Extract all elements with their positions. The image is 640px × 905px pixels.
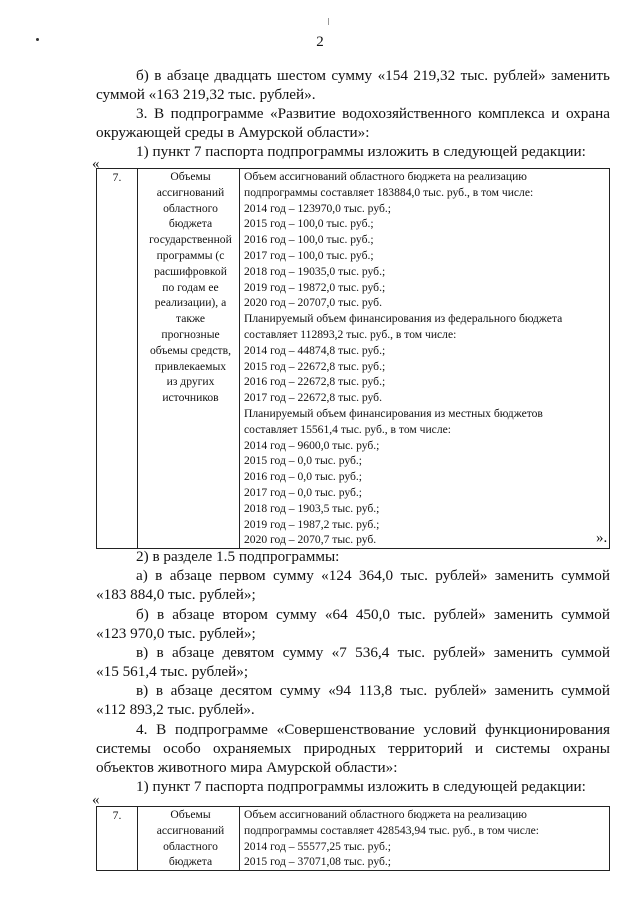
value-line: 2015 год – 37071,08 тыс. руб.; — [244, 855, 391, 869]
table-cell-number: 7. — [97, 169, 138, 549]
value-line: 2014 год – 55577,25 тыс. руб.; — [244, 839, 391, 853]
label-line: привлекаемых — [154, 359, 227, 373]
table-row — [97, 807, 610, 871]
value-line: 2017 год – 0,0 тыс. руб.; — [244, 485, 363, 499]
value-line: 2020 год – 2070,7 тыс. руб. — [244, 533, 377, 547]
label-line: Объемы — [170, 808, 211, 821]
label-line: областного — [163, 839, 218, 853]
label-line: бюджета — [168, 855, 213, 869]
value-line: 2016 год – 22672,8 тыс. руб.; — [244, 375, 386, 389]
paragraph-3-line1: 3. В подпрограмме «Развитие водохозяйственного комплекса и охрана — [136, 105, 610, 122]
label-line: ассигнований — [156, 185, 225, 199]
close-quote: ». — [596, 530, 608, 546]
paragraph-4-line2: системы особо охраняемых природных территорий и системы охраны — [96, 740, 610, 757]
value-line: 2016 год – 0,0 тыс. руб.; — [244, 470, 363, 484]
value-line: 2017 год – 22672,8 тыс. руб. — [244, 391, 382, 405]
label-line: источников — [162, 391, 219, 405]
paragraph-4-line3: объектов животного мира Амурской области»: — [96, 759, 398, 776]
label-line: программы (с — [156, 248, 225, 262]
value-line: 2018 год – 19035,0 тыс. руб.; — [244, 264, 386, 278]
value-line: Объем ассигнований областного бюджета на реализацию — [244, 808, 527, 821]
page-number: 2 — [316, 34, 324, 50]
label-line: государственной — [149, 233, 232, 247]
value-line: 2016 год – 100,0 тыс. руб.; — [244, 233, 374, 247]
paragraph-a-line1: а) в абзаце первом сумму «124 364,0 тыс. рублей» заменить суммой — [136, 567, 610, 584]
label-line: расшифровкой — [154, 264, 227, 278]
label-line: из других — [166, 375, 215, 389]
value-line: 2014 год – 123970,0 тыс. руб.; — [244, 201, 391, 215]
value-line: 2015 год – 0,0 тыс. руб.; — [244, 454, 363, 468]
paragraph-v2-line1: в) в абзаце десятом сумму «94 113,8 тыс. рублей» заменить суммой — [136, 682, 610, 699]
paragraph-v1-line2: «15 561,4 тыс. рублей»; — [96, 663, 249, 680]
label-line: объемы средств, — [150, 343, 231, 357]
value-line: Объем ассигнований областного бюджета на реализацию — [244, 170, 527, 183]
value-line: 2015 год – 100,0 тыс. руб.; — [244, 217, 374, 231]
table-row — [97, 169, 610, 549]
table-cell-label — [138, 169, 240, 549]
label-line: также — [176, 312, 205, 326]
label-line: реализации), а — [154, 296, 227, 310]
paragraph-4-1: 1) пункт 7 паспорта подпрограммы изложить в следующей редакции: — [136, 778, 586, 795]
table-cell-value — [240, 807, 610, 871]
label-line: ассигнований — [156, 823, 225, 837]
value-line: составляет 112893,2 тыс. руб., в том числе: — [244, 327, 457, 341]
label-line: областного — [163, 201, 218, 215]
paragraph-v2-line2: «112 893,2 тыс. рублей». — [96, 701, 255, 718]
table-cell-label — [138, 807, 240, 871]
label-line: бюджета — [168, 217, 213, 231]
value-line: 2017 год – 100,0 тыс. руб.; — [244, 248, 374, 262]
value-line: 2014 год – 9600,0 тыс. руб.; — [244, 438, 380, 452]
paragraph-6b-line1: б) в абзаце двадцать шестом сумму «154 219,32 тыс. рублей» заменить — [136, 67, 610, 84]
label-line: прогнозные — [161, 327, 220, 341]
scan-mark — [328, 18, 329, 25]
value-line: подпрограммы составляет 428543,94 тыс. руб., в том числе: — [244, 823, 539, 837]
paragraph-6b-line2: суммой «163 219,32 тыс. рублей». — [96, 86, 316, 103]
paragraph-2: 2) в разделе 1.5 подпрограммы: — [136, 548, 340, 565]
value-line: 2018 год – 1903,5 тыс. руб.; — [244, 501, 380, 515]
value-line: Планируемый объем финансирования из местных бюджетов — [244, 406, 543, 420]
passport-table-2 — [96, 806, 610, 871]
label-line: по годам ее — [162, 280, 219, 294]
paragraph-a-line2: «183 884,0 тыс. рублей»; — [96, 586, 256, 603]
value-line: 2014 год – 44874,8 тыс. руб.; — [244, 343, 386, 357]
table-cell-number: 7. — [97, 807, 138, 871]
paragraph-3-1: 1) пункт 7 паспорта подпрограммы изложить в следующей редакции: — [136, 143, 586, 160]
label-line: Объемы — [170, 170, 211, 183]
passport-table-1 — [96, 168, 610, 549]
value-line: 2015 год – 22672,8 тыс. руб.; — [244, 359, 386, 373]
paragraph-v1-line1: в) в абзаце девятом сумму «7 536,4 тыс. рублей» заменить суммой — [136, 644, 610, 661]
table-cell-value — [240, 169, 610, 549]
value-line: 2020 год – 20707,0 тыс. руб. — [244, 296, 382, 310]
value-line: составляет 15561,4 тыс. руб., в том числе: — [244, 422, 451, 436]
open-quote: « — [92, 156, 100, 172]
paragraph-b-line2: «123 970,0 тыс. рублей»; — [96, 625, 256, 642]
open-quote-2: « — [92, 792, 100, 808]
value-line: Планируемый объем финансирования из федерального бюджета — [244, 312, 563, 326]
paragraph-3-line2: окружающей среды в Амурской области»: — [96, 124, 370, 141]
value-line: 2019 год – 19872,0 тыс. руб.; — [244, 280, 386, 294]
value-line: подпрограммы составляет 183884,0 тыс. руб., в том числе: — [244, 185, 534, 199]
paragraph-b-line1: б) в абзаце втором сумму «64 450,0 тыс. рублей» заменить суммой — [136, 606, 610, 623]
value-line: 2019 год – 1987,2 тыс. руб.; — [244, 517, 380, 531]
paragraph-4-line1: 4. В подпрограмме «Совершенствование условий функционирования — [136, 721, 610, 738]
